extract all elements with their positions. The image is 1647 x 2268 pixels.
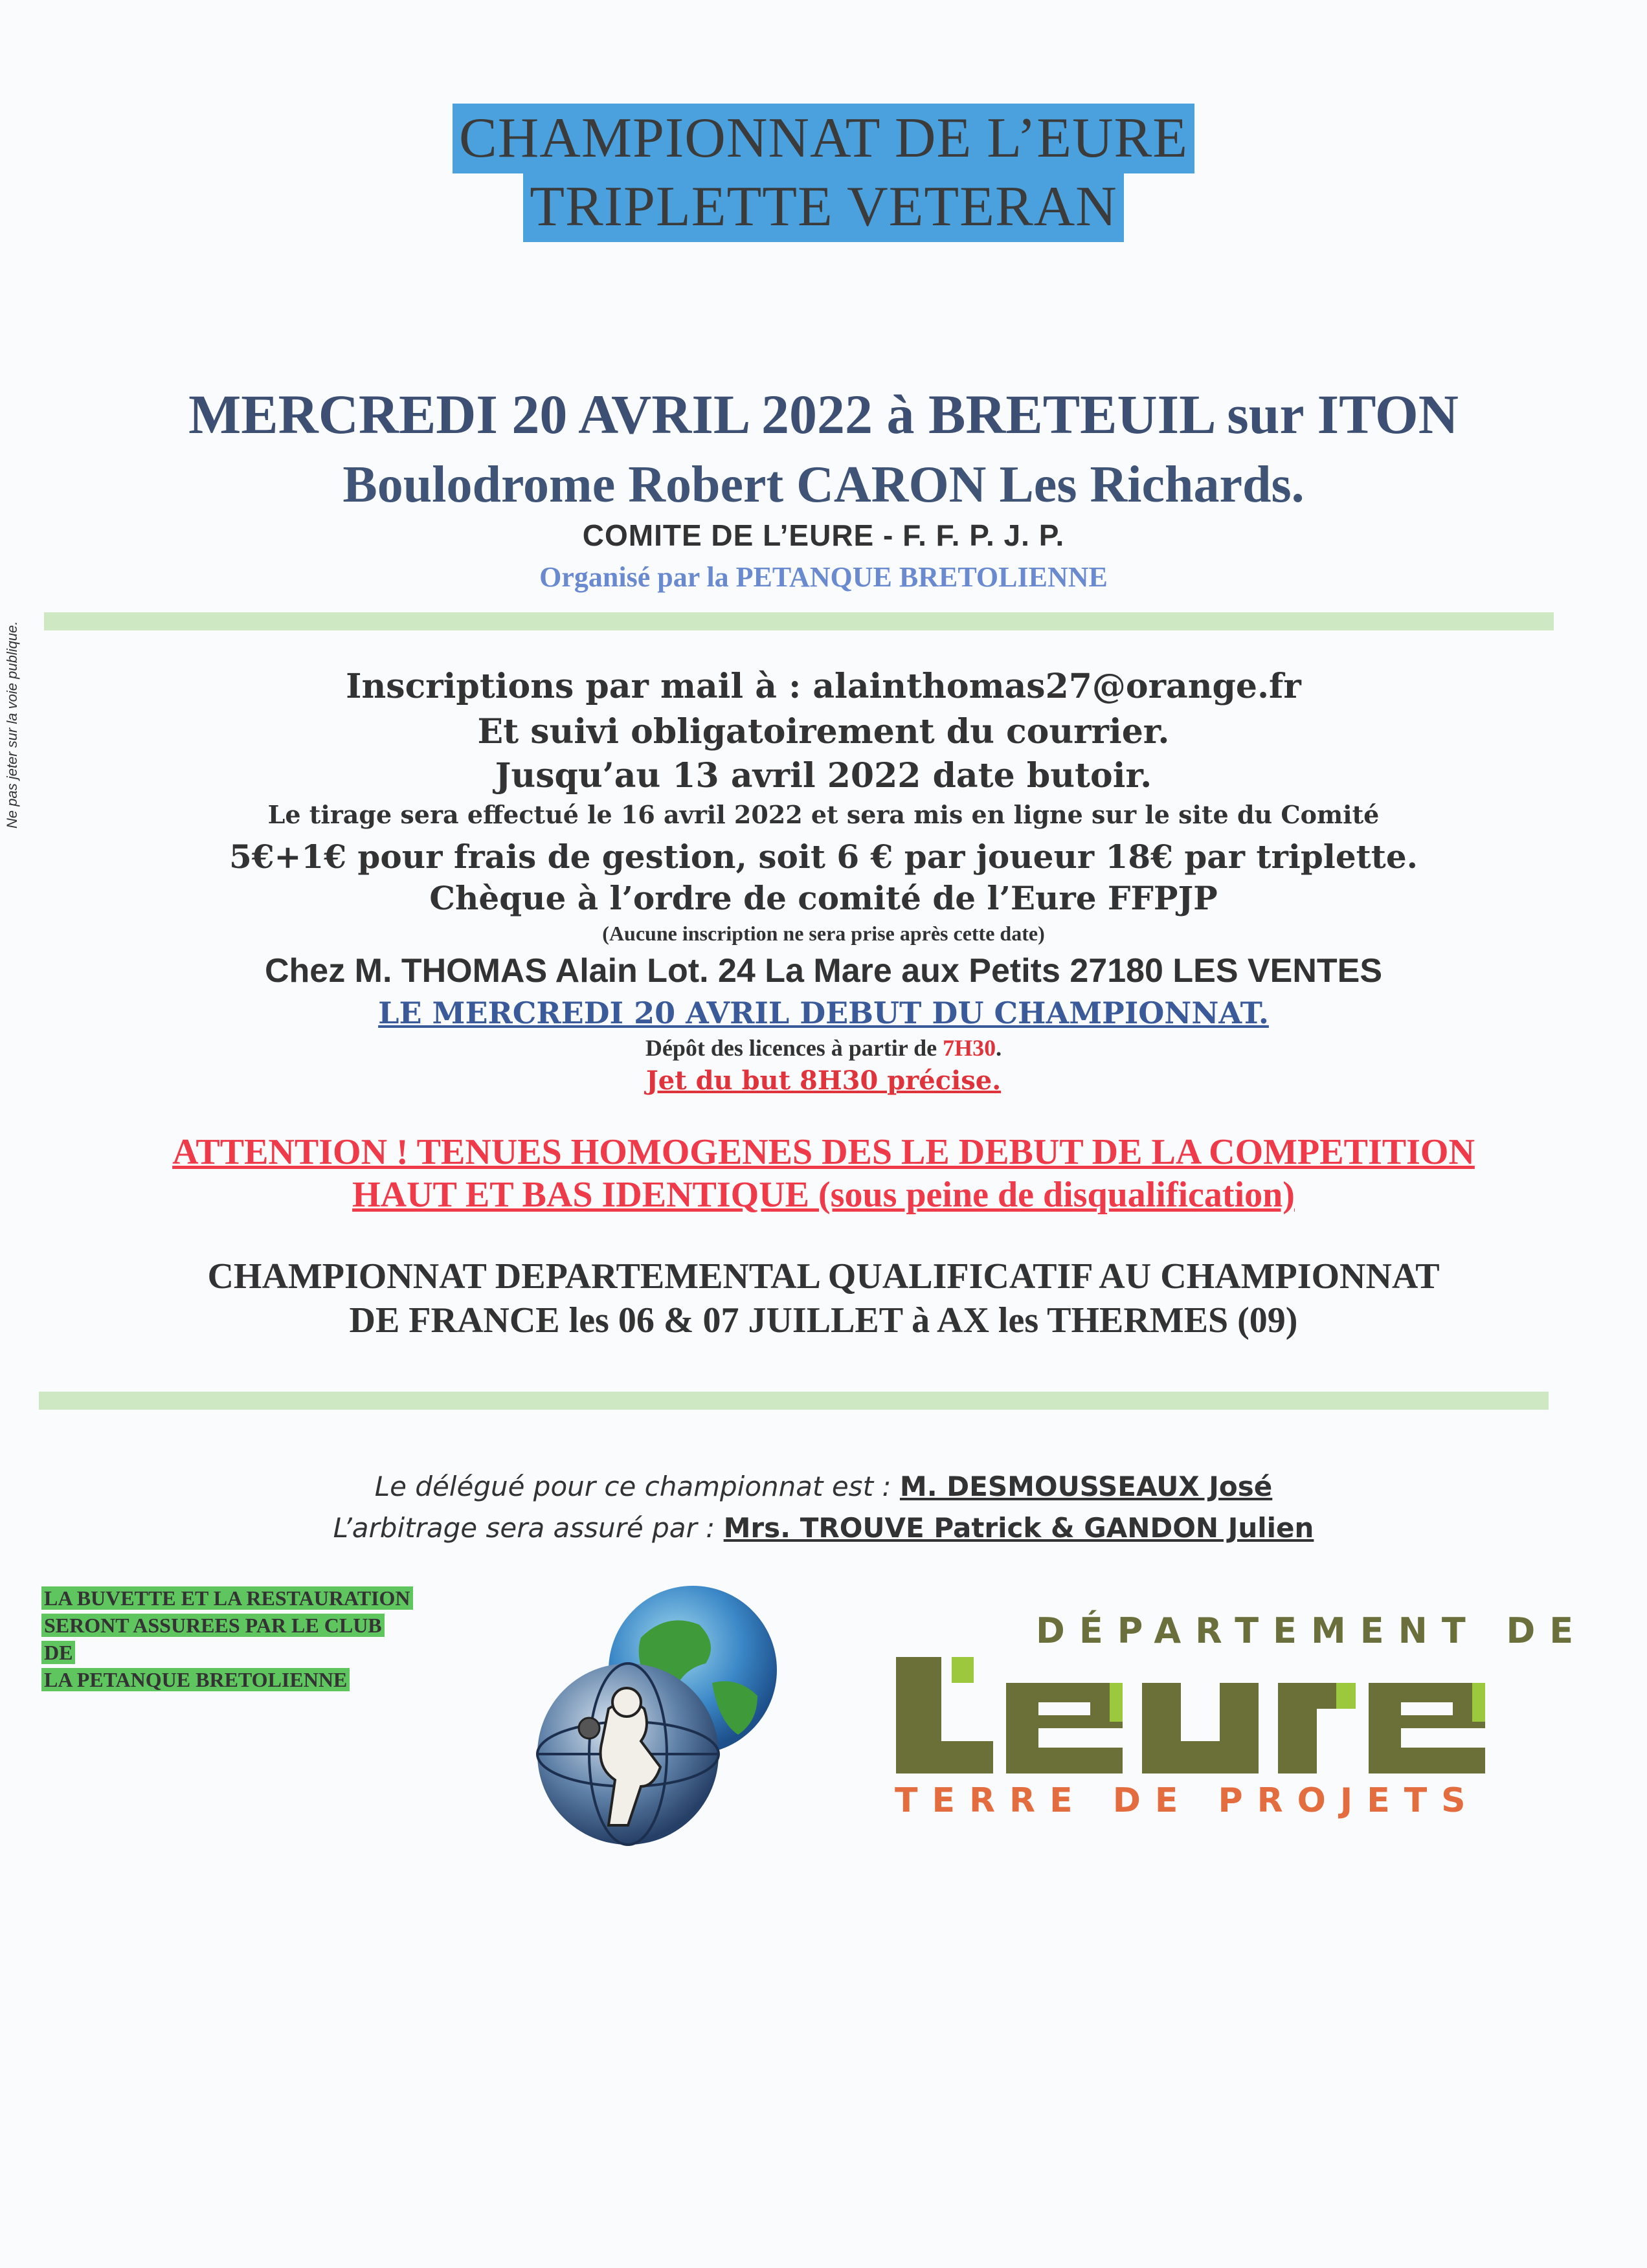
delegue-label: Le délégué pour ce championnat est : bbox=[374, 1471, 891, 1502]
event-venue: Boulodrome Robert CARON Les Richards. bbox=[342, 456, 1305, 513]
arbitre-label: L’arbitrage sera assuré par : bbox=[333, 1512, 715, 1544]
title-text-1: CHAMPIONNAT DE L’EURE bbox=[453, 104, 1194, 173]
buvette-line-1: LA BUVETTE ET LA RESTAURATION bbox=[41, 1586, 413, 1610]
attention-line-2: HAUT ET BAS IDENTIQUE (sous peine de disqualification) bbox=[352, 1175, 1295, 1215]
title-text-2: TRIPLETTE VETERAN bbox=[523, 172, 1123, 242]
title-line-1 bbox=[0, 104, 1647, 173]
logo-eure-bottom: TERRE DE PROJETS bbox=[895, 1781, 1480, 1820]
event-comite: COMITE DE L’EURE - F. F. P. J. P. bbox=[582, 518, 1065, 552]
separator-bottom bbox=[39, 1392, 1549, 1410]
inscription-courrier: Et suivi obligatoirement du courrier. bbox=[477, 712, 1170, 751]
license-deposit-prefix: Dépôt des licences à partir de bbox=[645, 1035, 943, 1061]
title-line-2 bbox=[0, 172, 1647, 242]
championship-start: LE MERCREDI 20 AVRIL DEBUT DU CHAMPIONNAT. bbox=[378, 995, 1269, 1030]
inscription-fees: 5€+1€ pour frais de gestion, soit 6 € par joueur 18€ par triplette. bbox=[229, 838, 1418, 876]
inscription-deadline: Jusqu’au 13 avril 2022 date butoir. bbox=[495, 756, 1152, 795]
logo-eure-top: DÉPARTEMENT DE bbox=[1036, 1610, 1588, 1651]
delegue-name: M. DESMOUSSEAUX José bbox=[899, 1471, 1273, 1502]
qualif-line-1: CHAMPIONNAT DEPARTEMENTAL QUALIFICATIF AU CHAMPIONNAT bbox=[207, 1256, 1440, 1296]
inscription-mail: Inscriptions par mail à : alainthomas27@orange.fr bbox=[346, 667, 1301, 706]
buvette-note bbox=[41, 1584, 413, 1693]
license-deposit-suffix: . bbox=[996, 1035, 1002, 1061]
arbitre-line bbox=[0, 1512, 1647, 1544]
delegue-line bbox=[0, 1471, 1647, 1502]
inscription-cheque: Chèque à l’ordre de comité de l’Eure FFPJP bbox=[429, 879, 1218, 917]
license-deposit-time: 7H30 bbox=[943, 1035, 996, 1061]
qualif-line-2: DE FRANCE les 06 & 07 JUILLET à AX les THERMES (09) bbox=[349, 1300, 1298, 1340]
arbitre-name: Mrs. TROUVE Patrick & GANDON Julien bbox=[723, 1512, 1314, 1544]
buvette-line-3: DE bbox=[41, 1641, 75, 1664]
logo-eure-wordmark-icon bbox=[896, 1657, 1492, 1773]
license-deposit bbox=[0, 1034, 1647, 1062]
petanque-globes-logo-icon bbox=[518, 1573, 803, 1858]
event-date-place: MERCREDI 20 AVRIL 2022 à BRETEUIL sur ITON bbox=[188, 383, 1459, 445]
separator-top bbox=[44, 612, 1554, 630]
attention-line-1: ATTENTION ! TENUES HOMOGENES DES LE DEBUT DE LA COMPETITION bbox=[172, 1132, 1475, 1172]
event-organiser: Organisé par la PETANQUE BRETOLIENNE bbox=[539, 561, 1108, 593]
inscription-tirage: Le tirage sera effectué le 16 avril 2022 et sera mis en ligne sur le site du Comité bbox=[267, 800, 1380, 829]
buvette-line-2: SERONT ASSUREES PAR LE CLUB bbox=[41, 1614, 385, 1637]
buvette-line-4: LA PETANQUE BRETOLIENNE bbox=[41, 1668, 350, 1691]
inscription-address: Chez M. THOMAS Alain Lot. 24 La Mare aux Petits 27180 LES VENTES bbox=[264, 952, 1383, 990]
jet-du-but: Jet du but 8H30 précise. bbox=[645, 1065, 1002, 1096]
side-note: Ne pas jeter sur la voie publique. bbox=[4, 621, 20, 828]
inscription-note: (Aucune inscription ne sera prise après cette date) bbox=[602, 922, 1045, 945]
